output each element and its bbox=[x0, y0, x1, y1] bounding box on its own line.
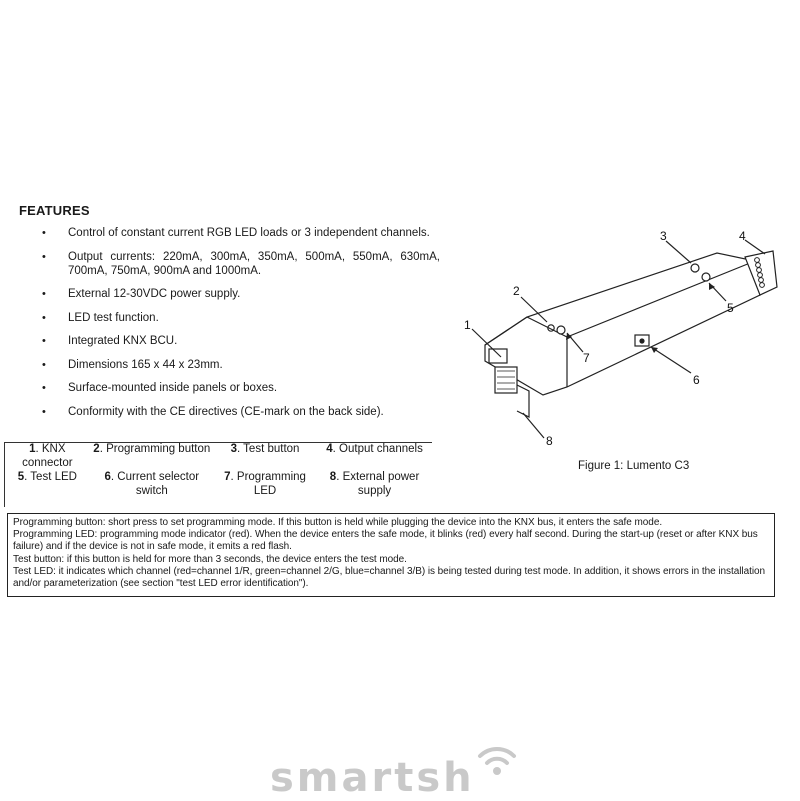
callout-8: 8 bbox=[546, 434, 553, 448]
figure-caption: Figure 1: Lumento C3 bbox=[578, 460, 690, 472]
parts-legend bbox=[4, 442, 432, 498]
legend-row bbox=[4, 442, 432, 470]
callout-6: 6 bbox=[693, 373, 700, 387]
callout-1: 1 bbox=[464, 318, 471, 332]
feature-item: • Dimensions 165 x 44 x 23mm. bbox=[40, 358, 440, 372]
legend-cell: 8. External power supply bbox=[329, 471, 420, 497]
feature-item: • Surface-mounted inside panels or boxes. bbox=[40, 381, 440, 395]
legend-cell: 6. Current selector switch bbox=[104, 471, 200, 497]
callout-2: 2 bbox=[513, 284, 520, 298]
note-programming-led: Programming LED: programming mode indicator (red). When the device enters the safe mode, it blinks (red) every half second. During the start-up (reset or after KNX bus failure) and if the device is not in safe mode, it emits a red flash. bbox=[13, 529, 758, 553]
feature-item: • LED test function. bbox=[40, 311, 440, 325]
wifi-icon bbox=[472, 738, 522, 778]
callout-4: 4 bbox=[739, 229, 746, 243]
legend-cell: 1. KNX connector bbox=[22, 443, 73, 469]
feature-item: • Integrated KNX BCU. bbox=[40, 334, 440, 348]
legend-cell: 5. Test LED bbox=[17, 471, 77, 483]
legend-cell: 7. Programming LED bbox=[224, 471, 306, 497]
features-heading: FEATURES bbox=[19, 203, 90, 218]
legend-row bbox=[4, 470, 432, 498]
note-programming-button: Programming button: short press to set programming mode. If this button is held while plugging the device into the KNX bus, it enters the safe mode. bbox=[13, 517, 663, 528]
features-list bbox=[40, 226, 440, 428]
callout-5: 5 bbox=[727, 301, 734, 315]
notes-box bbox=[7, 513, 775, 597]
legend-cell: 3. Test button bbox=[230, 443, 300, 455]
device-diagram bbox=[455, 225, 785, 455]
note-test-button: Test button: if this button is held for more than 3 seconds, the device enters the test mode. bbox=[13, 553, 407, 565]
legend-cell: 4. Output channels bbox=[326, 443, 423, 455]
feature-item: • Control of constant current RGB LED loads or 3 independent channels. bbox=[40, 226, 440, 240]
feature-item: • Output currents: 220mA, 300mA, 350mA, 500mA, 550mA, 630mA, 700mA, 750mA, 900mA and 1000mA. bbox=[40, 250, 440, 278]
note-test-led: Test LED: it indicates which channel (red=channel 1/R, green=channel 2/G, blue=channel 3/B) is being tested during test mode. In addition, it shows errors in the installation and/or parameterization (see section "test LED error identification"). bbox=[13, 565, 766, 590]
legend-cell: 2. Programming button bbox=[93, 443, 211, 455]
feature-item: • External 12-30VDC power supply. bbox=[40, 287, 440, 301]
callout-7: 7 bbox=[583, 351, 590, 365]
watermark-logo: smartsh bbox=[270, 755, 475, 801]
feature-item: • Conformity with the CE directives (CE-mark on the back side). bbox=[40, 405, 440, 419]
callout-3: 3 bbox=[660, 229, 667, 243]
